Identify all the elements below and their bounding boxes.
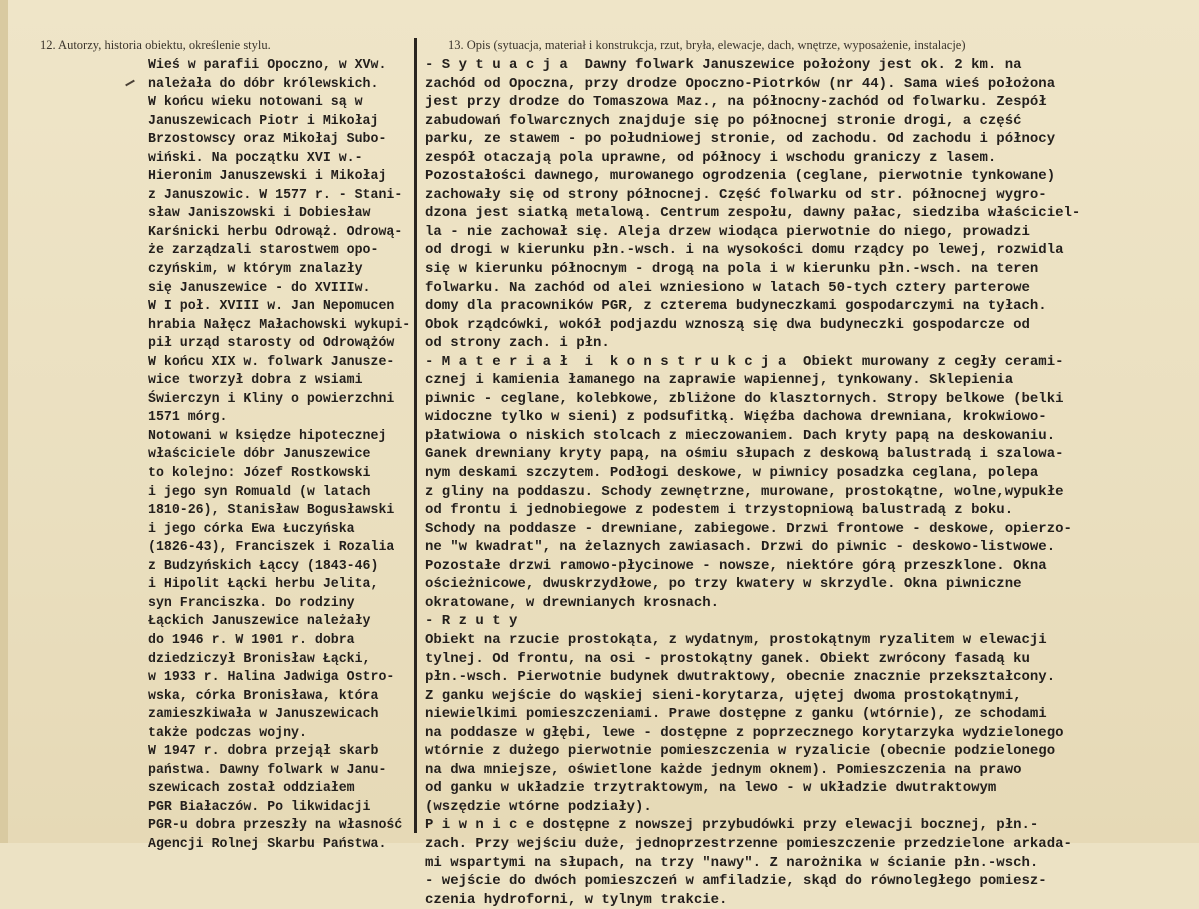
description-text-line: się w kierunku północnym - drogą na pola i w kierunku płn.-wsch. na teren	[425, 261, 1039, 278]
history-text-line: Brzostowscy oraz Mikołaj Subo-	[148, 131, 387, 148]
history-text-line: W końcu wieku notowani są w	[148, 94, 363, 111]
description-text-line: (wszędzie wtórne podziały).	[425, 798, 652, 815]
history-text-line: Agencji Rolnej Skarbu Państwa.	[148, 835, 387, 852]
history-text-line: z Budzyńskich Łąccy (1843-46)	[148, 557, 379, 574]
history-text-line: także podczas wojny.	[148, 724, 307, 741]
header-authors-history: 12. Autorzy, historia obiektu, określenie stylu.	[40, 38, 271, 52]
description-text-line: zachód od Opoczna, przy drodze Opoczno-Piotrków (nr 44). Sama wieś położona	[425, 75, 1056, 92]
history-text-line: i Hipolit Łącki herbu Jelita,	[148, 576, 379, 593]
history-text-line: do 1946 r. W 1901 r. dobra	[148, 631, 355, 648]
history-text-line: Łąckich Januszewice należały	[148, 613, 371, 630]
description-text-line: Pozostałe drzwi ramowo-płycinowe - nowsze, niektóre górą przeszklone. Okna	[425, 557, 1047, 574]
history-text-line: że zarządzali starostwem opo-	[148, 242, 379, 259]
column-divider	[414, 38, 417, 833]
description-text-line: płatwiowa o niskich stolcach z mieczowaniem. Dach kryty papą na deskowaniu.	[425, 427, 1056, 444]
paper-edge	[0, 0, 8, 843]
history-text-line: z Januszowic. W 1577 r. - Stani-	[148, 186, 403, 203]
description-text-line: zespół otaczają pola uprawne, od północy i wschodu graniczy z lasem.	[425, 149, 997, 166]
history-text-line: czyńskim, w którym znalazły	[148, 261, 363, 278]
history-text-line: dziedziczył Bronisław Łącki,	[148, 650, 371, 667]
description-text-line: płn.-wsch. Pierwotnie budynek dwutraktowy, obecnie znacznie przekształcony.	[425, 669, 1056, 686]
description-text-line: wtórnie z dużego pierwotnie pomieszczenia w ryzalicie (obecnie podzielonego	[425, 743, 1056, 760]
history-text-line: to kolejno: Józef Rostkowski	[148, 465, 371, 482]
history-text-line: Januszewicach Piotr i Mikołaj	[148, 112, 379, 129]
description-text-line: mi wspartymi na słupach, na trzy "nawy". Z narożnika w ścianie płn.-wsch.	[425, 854, 1039, 871]
description-text-line: ne "w kwadrat", na żelaznych zawiasach. Drzwi do piwnic - deskowo-listwowe.	[425, 539, 1056, 556]
description-text-line: tylnej. Od frontu, na osi - prostokątny ganek. Obiekt zwrócony fasadą ku	[425, 650, 1030, 667]
description-text-line: czenia hydroforni, w tylnym trakcie.	[425, 891, 728, 908]
history-text-line: pił urząd starosty od Odrowążów	[148, 335, 395, 352]
description-text-line: na dwa mniejsze, oświetlone każde jednym oknem). Pomieszczenia na prawo	[425, 761, 1022, 778]
description-text-line: z gliny na poddaszu. Schody zewnętrzne, murowane, prostokątne, wolne,wypukłe	[425, 483, 1064, 500]
history-text-line: wiński. Na początku XVI w.-	[148, 149, 363, 166]
description-text-line: parku, ze stawem - po południowej stronie, od zachodu. Od zachodu i północy	[425, 131, 1056, 148]
history-text-line: syn Franciszka. Do rodziny	[148, 594, 355, 611]
description-text-line: folwarku. Na zachód od alei wzniesiono w latach 50-tych cztery parterowe	[425, 279, 1030, 296]
history-text-column	[148, 56, 410, 854]
history-text-line: PGR Białaczów. Po likwidacji	[148, 798, 371, 815]
history-text-line: W I poł. XVIII w. Jan Nepomucen	[148, 298, 395, 315]
history-text-line: Karśnicki herbu Odrowąż. Odrową-	[148, 223, 403, 240]
description-text-line: zabudowań folwarcznych znajduje się po północnej stronie drogi, a część	[425, 112, 1022, 129]
description-text-line: P i w n i c e dostępne z nowszej przybudówki przy elewacji bocznej, płn.-	[425, 817, 1039, 834]
history-text-line: wice tworzył dobra z wsiami	[148, 372, 363, 389]
description-text-column	[425, 56, 1080, 909]
description-text-line: la - nie zachował się. Aleja drzew wiodąca pierwotnie do niego, prowadzi	[425, 223, 1030, 240]
history-text-line: i jego syn Romuald (w latach	[148, 483, 371, 500]
description-text-line: cznej i kamienia łamanego na zaprawie wapiennej, tynkowany. Sklepienia	[425, 372, 1014, 389]
history-text-line: wska, córka Bronisława, która	[148, 687, 379, 704]
description-text-line: - R z u t y	[425, 613, 518, 630]
history-text-line: 1810-26), Stanisław Bogusławski	[148, 502, 395, 519]
history-text-line: szewicach został oddziałem	[148, 780, 355, 797]
description-text-line: na poddasze w głębi, lewe - dostępne z poprzecznego korytarzyka wydzielonego	[425, 724, 1064, 741]
history-text-line: hrabia Nałęcz Małachowski wykupi-	[148, 316, 411, 333]
header-description: 13. Opis (sytuacja, materiał i konstrukcja, rzut, bryła, elewacje, dach, wnętrze, wyposażenie, instalacje)	[448, 38, 966, 52]
history-text-line: PGR-u dobra przeszły na własność	[148, 817, 403, 834]
description-text-line: od ganku w układzie trzytraktowym, na lewo - w układzie dwutraktowym	[425, 780, 997, 797]
history-text-line: W końcu XIX w. folwark Janusze-	[148, 353, 395, 370]
history-text-line: i jego córka Ewa Łuczyńska	[148, 520, 355, 537]
history-text-line: Wieś w parafii Opoczno, w XVw.	[148, 57, 387, 73]
description-text-line: Schody na poddasze - drewniane, zabiegowe. Drzwi frontowe - deskowe, opierzo-	[425, 520, 1072, 537]
description-text-line: jest przy drodze do Tomaszowa Maz., na północny-zachód od folwarku. Zespół	[425, 94, 1047, 111]
description-text-line: widoczne tylko w sieni) z podsufitką. Więźba dachowa drewniana, krokwiowo-	[425, 409, 1047, 426]
description-text-line: ościeżnicowe, dwuskrzydłowe, po trzy kwatery w skrzydle. Okna piwniczne	[425, 576, 1022, 593]
description-text-line: - wejście do dwóch pomieszczeń w amfiladzie, skąd do równoległego pomiesz-	[425, 873, 1047, 890]
description-text-line: zach. Przy wejściu duże, jednoprzestrzenne pomieszczenie przedzielone arkada-	[425, 835, 1072, 852]
history-text-line: W 1947 r. dobra przejął skarb	[148, 743, 379, 760]
description-text-line: okratowane, w drewnianych krosnach.	[425, 594, 720, 611]
history-text-line: państwa. Dawny folwark w Janu-	[148, 761, 387, 778]
history-text-line: Świerczyn i Kliny o powierzchni	[148, 390, 395, 407]
history-text-line: w 1933 r. Halina Jadwiga Ostro-	[148, 669, 395, 686]
description-text-line: Ganek drewniany kryty papą, na ośmiu słupach z deskową balustradą i szalowa-	[425, 446, 1064, 463]
history-text-line: właściciele dóbr Januszewice	[148, 446, 371, 463]
description-text-line: od drogi w kierunku płn.-wsch. i na wysokości domu rządcy po lewej, rozwidla	[425, 242, 1064, 259]
description-text-line: Pozostałości dawnego, murowanego ogrodzenia (ceglane, pierwotnie tynkowane)	[425, 168, 1056, 185]
history-text-line: Notowani w księdze hipotecznej	[148, 427, 387, 444]
description-text-line: Obok rządcówki, wokół podjazdu wznoszą się dwa budyneczki gospodarcze od	[425, 316, 1030, 333]
description-text-line: od frontu i jednobiegowe z podestem i trzystopniową balustradą z boku.	[425, 502, 1014, 519]
description-text-line: - S y t u a c j a Dawny folwark Januszewice położony jest ok. 2 km. na	[425, 57, 1022, 73]
description-text-line: Z ganku wejście do wąskiej sieni-korytarza, ujętej dwoma prostokątnymi,	[425, 687, 1022, 704]
description-text-line: nym deskami szczytem. Podłogi deskowe, w piwnicy posadzka ceglana, polepa	[425, 465, 1039, 482]
history-text-line: zamieszkiwała w Januszewicach	[148, 706, 379, 723]
description-text-line: - M a t e r i a ł i k o n s t r u k c j a Obiekt murowany z cegły cerami-	[425, 353, 1064, 370]
description-text-line: domy dla pracowników PGR, z czterema budyneczkami gospodarczymi na tyłach.	[425, 298, 1047, 315]
history-text-line: Hieronim Januszewski i Mikołaj	[148, 168, 387, 185]
description-text-line: Obiekt na rzucie prostokąta, z wydatnym, prostokątnym ryzalitem w elewacji	[425, 631, 1047, 648]
history-text-line: należała do dóbr królewskich.	[148, 75, 379, 92]
history-text-line: się Januszewice - do XVIIIw.	[148, 279, 371, 296]
description-text-line: niewielkimi pomieszczeniami. Prawe dostępne z ganku (wtórnie), ze schodami	[425, 706, 1047, 723]
history-text-line: (1826-43), Franciszek i Rozalia	[148, 539, 395, 556]
history-text-line: sław Janiszowski i Dobiesław	[148, 205, 371, 222]
description-text-line: od strony zach. i płn.	[425, 335, 610, 352]
history-text-line: 1571 mórg.	[148, 409, 228, 426]
description-text-line: piwnic - ceglane, kolebkowe, zbliżone do klasztornych. Stropy belkowe (belki	[425, 390, 1064, 407]
description-text-line: dzona jest siatką metalową. Centrum zespołu, dawny pałac, siedziba właściciel-	[425, 205, 1081, 222]
description-text-line: zachowały się od strony północnej. Część folwarku od str. północnej wygro-	[425, 186, 1047, 203]
